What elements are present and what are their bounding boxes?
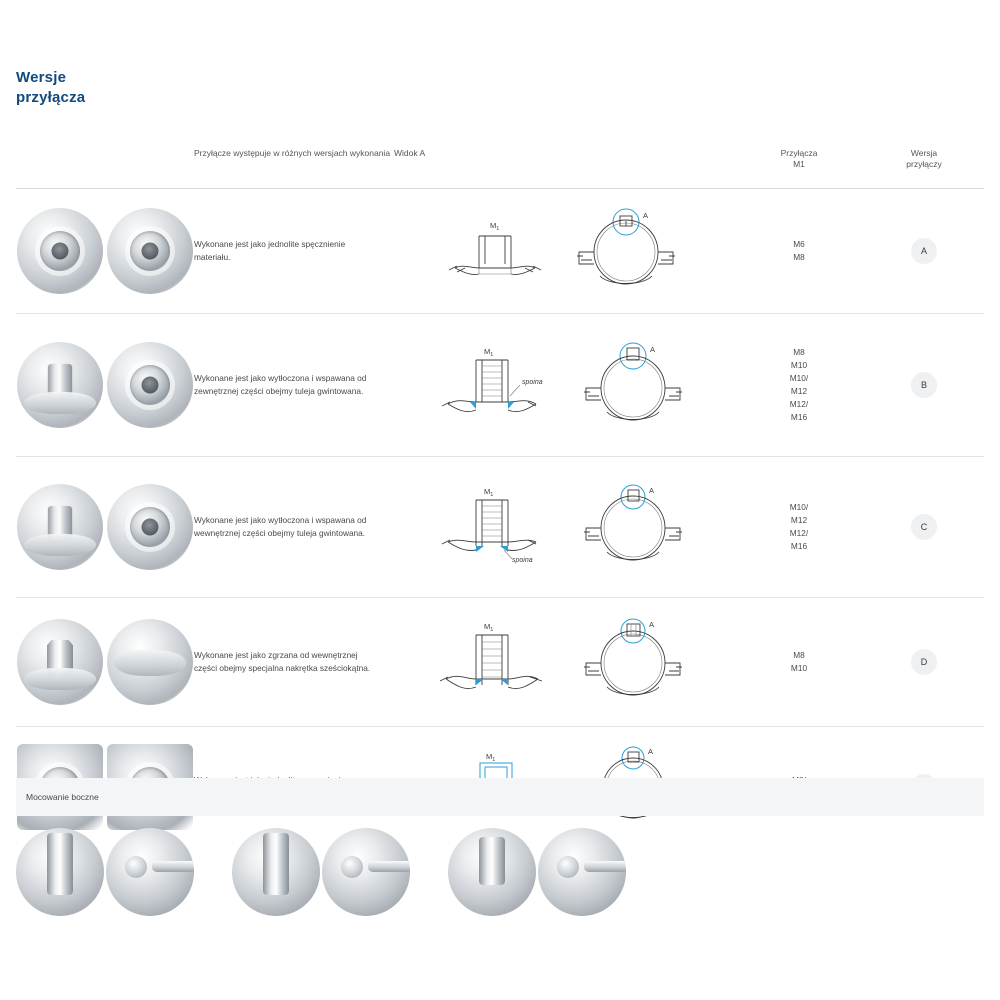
product-photo (16, 828, 104, 916)
product-photo (448, 828, 536, 916)
row-m1 (734, 346, 864, 423)
product-photo (17, 342, 103, 428)
row-version-cell (864, 238, 984, 264)
m1-value: M12 (790, 386, 808, 396)
row-drawing (394, 615, 734, 710)
m1-value: M10/ (789, 502, 809, 513)
svg-text:A: A (648, 747, 654, 756)
version-badge: B (911, 372, 937, 398)
clamp-view-drawing (571, 338, 696, 433)
row-photos (16, 342, 194, 428)
product-photo (106, 828, 194, 916)
m1-value: M12/ (789, 398, 809, 409)
row-description: Wykonane jest jako wytłoczona i wspawana od zewnętrznej części obejmy tuleja gwintowana. (194, 373, 367, 396)
product-photo (322, 828, 410, 916)
row-m1-cell (734, 238, 864, 264)
m1-value: M12 (790, 515, 808, 526)
row-photos (16, 619, 194, 705)
clamp-view-drawing (571, 480, 696, 575)
photo-pair (16, 828, 194, 916)
side-mounting-label: Mocowanie boczne (26, 792, 99, 802)
side-mounting-band (16, 778, 984, 816)
page-title-line-1: Wersje (16, 69, 67, 86)
row-description: Wykonane jest jako zgrzana od wewnętrznej części obejmy specjalna nakrętka sześciokątna. (194, 650, 371, 673)
header-version-line-2: przyłączy (906, 159, 942, 170)
row-description-cell (194, 649, 394, 675)
product-photo (538, 828, 626, 916)
row-photos (16, 484, 194, 570)
section-drawing (432, 480, 567, 575)
row-m1 (734, 501, 864, 552)
side-mounting-gallery (16, 828, 984, 916)
m1-value: M16 (790, 540, 808, 551)
svg-text:spoina: spoina (512, 556, 533, 564)
product-photo (107, 208, 193, 294)
svg-text:M1: $M_1$ (486, 751, 496, 763)
svg-text:A: A (649, 485, 655, 495)
row-drawing (394, 480, 734, 575)
svg-text:spoina: spoina (522, 378, 543, 386)
row-drawing (394, 338, 734, 433)
m1-value: M12/ (789, 528, 809, 538)
row-drawing (394, 204, 734, 299)
clamp-view-drawing (571, 615, 696, 710)
header-view: Widok A (394, 148, 426, 158)
svg-text:A: A (649, 619, 655, 629)
m1-value: M6 (793, 239, 805, 250)
product-photo (107, 484, 193, 570)
table-row (16, 314, 984, 457)
row-description-cell (194, 238, 394, 264)
row-version-cell (864, 649, 984, 675)
versions-table (16, 140, 984, 847)
m1-value: M10 (790, 360, 808, 371)
product-photo (17, 619, 103, 705)
header-m1 (734, 140, 864, 171)
svg-text:M1: $M_1$ (484, 486, 494, 498)
row-version-cell (864, 514, 984, 540)
row-photos (16, 208, 194, 294)
header-description: Przyłącze występuje w różnych wersjach wykonania (194, 148, 391, 158)
m1-value: M8 (793, 252, 805, 262)
svg-text:M1: $M_1$ (484, 346, 494, 358)
product-photo (17, 208, 103, 294)
header-m1-line-1: Przyłącza (780, 148, 818, 158)
row-description: Wykonane jest jako jednolite spęcznienie materiału. (194, 239, 346, 262)
m1-value: M10/ (789, 373, 809, 384)
product-photo (107, 619, 193, 705)
row-description-cell (194, 372, 394, 398)
m1-value: M8 (793, 650, 805, 661)
m1-value: M10 (790, 663, 808, 673)
section-drawing (432, 338, 567, 433)
row-m1 (734, 649, 864, 675)
clamp-view-drawing (559, 204, 694, 299)
photo-pair (448, 828, 626, 916)
table-header (16, 140, 984, 189)
svg-text:A: A (642, 210, 648, 220)
m1-value: M16 (790, 411, 808, 422)
row-description: Wykonane jest jako wytłoczona i wspawana od wewnętrznej części obejmy tuleja gwintowana. (194, 515, 367, 538)
page-title (16, 68, 85, 108)
table-row (16, 598, 984, 727)
photo-pair (232, 828, 410, 916)
header-version (864, 140, 984, 171)
table-row (16, 189, 984, 314)
section-drawing (432, 615, 567, 710)
version-badge: A (911, 238, 937, 264)
row-m1 (734, 238, 864, 264)
header-version-line-1: Wersja (910, 148, 938, 158)
m1-value: M8 (793, 347, 805, 358)
product-photo (17, 484, 103, 570)
product-photo (232, 828, 320, 916)
row-m1-cell (734, 346, 864, 423)
row-description-cell (194, 514, 394, 540)
row-m1-cell (734, 501, 864, 552)
version-badge: D (911, 649, 937, 675)
svg-text:A: A (650, 344, 656, 354)
page-title-line-2: przyłącza (16, 88, 86, 106)
svg-text:M1: $M_1$ (484, 621, 494, 633)
section-drawing (435, 206, 555, 296)
product-photo (107, 342, 193, 428)
row-m1-cell (734, 649, 864, 675)
row-version-cell (864, 372, 984, 398)
header-m1-line-2: M1 (793, 159, 805, 170)
table-row (16, 457, 984, 598)
version-badge: C (911, 514, 937, 540)
svg-text:M1: $M_1$ (489, 221, 499, 232)
